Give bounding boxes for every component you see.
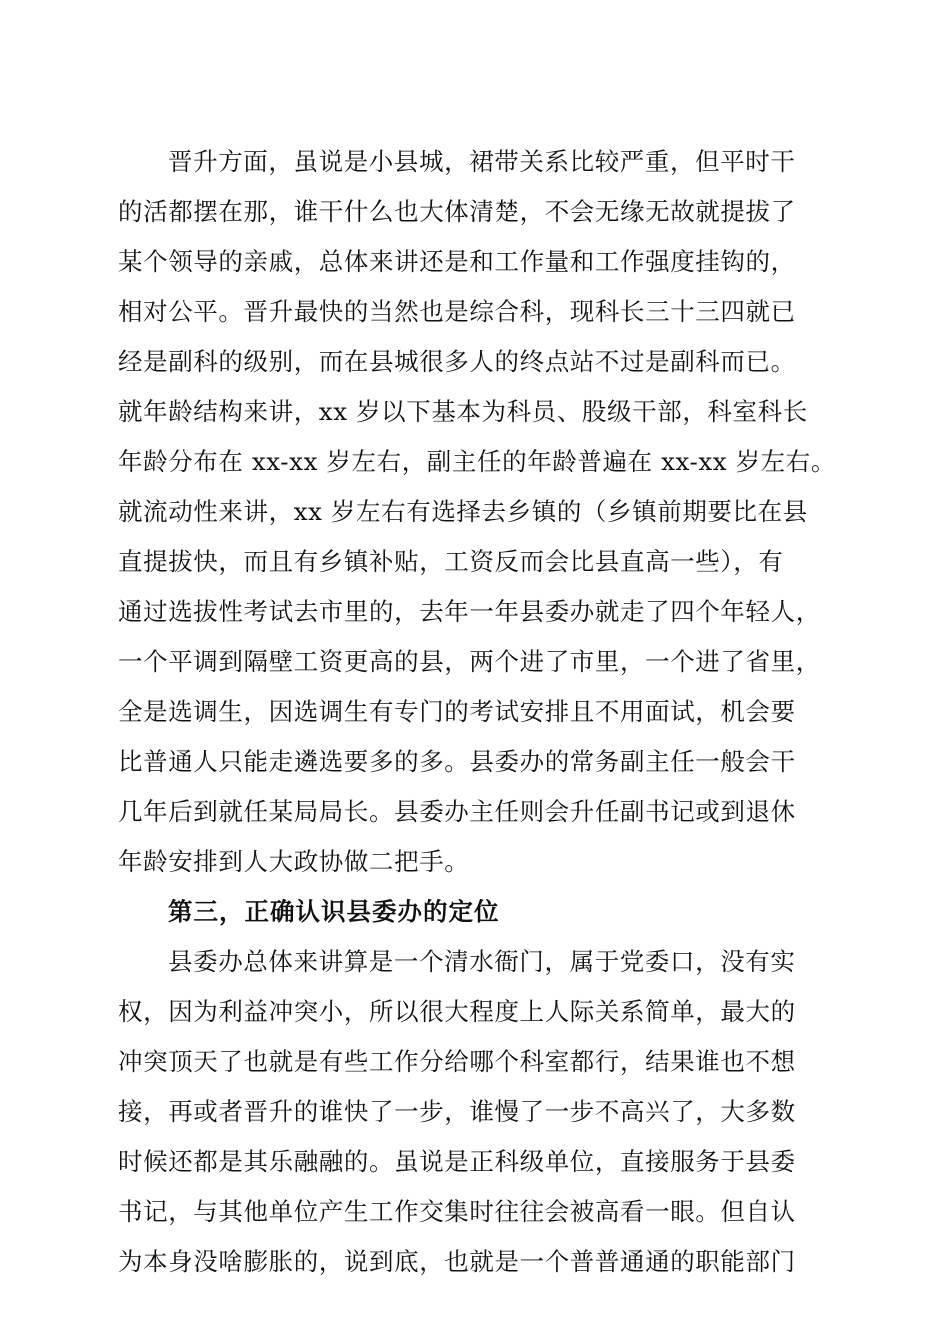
paragraph-1-line-10: 通过选拔性考试去市里的，去年一年县委办就走了四个年轻人， bbox=[118, 597, 821, 626]
paragraph-2-line-3: 冲突顶天了也就是有些工作分给哪个科室都行，结果谁也不想 bbox=[118, 1047, 796, 1076]
paragraph-2-line-7: 为本身没啥膨胀的，说到底，也就是一个普普通通的职能部门 bbox=[118, 1247, 796, 1276]
paragraph-1-line-14: 几年后到就任某局局长。县委办主任则会升任副书记或到退休 bbox=[118, 797, 796, 826]
paragraph-1-line-4: 相对公平。晋升最快的当然也是综合科，现科长三十三四就已 bbox=[118, 297, 796, 326]
paragraph-1-line-8: 就流动性来讲，xx 岁左右有选择去乡镇的（乡镇前期要比在县 bbox=[118, 497, 808, 526]
paragraph-1-line-13: 比普通人只能走遴选要多的多。县委办的常务副主任一般会干 bbox=[118, 747, 796, 776]
paragraph-1-line-15: 年龄安排到人大政协做二把手。 bbox=[118, 847, 470, 876]
paragraph-1-line-2: 的活都摆在那，谁干什么也大体清楚，不会无缘无故就提拔了 bbox=[118, 197, 796, 226]
paragraph-2-line-5: 时候还都是其乐融融的。虽说是正科级单位，直接服务于县委 bbox=[118, 1147, 796, 1176]
paragraph-2-line-6: 书记，与其他单位产生工作交集时往往会被高看一眼。但自认 bbox=[118, 1197, 796, 1226]
paragraph-2-line-2: 权，因为利益冲突小，所以很大程度上人际关系简单，最大的 bbox=[118, 997, 796, 1026]
section-heading: 第三，正确认识县委办的定位 bbox=[168, 897, 500, 926]
paragraph-1-line-6: 就年龄结构来讲，xx 岁以下基本为科员、股级干部，科室科长 bbox=[118, 397, 808, 426]
paragraph-1-line-5: 经是副科的级别，而在县城很多人的终点站不过是副科而已。 bbox=[118, 347, 796, 376]
paragraph-1-line-11: 一个平调到隔壁工资更高的县，两个进了市里，一个进了省里， bbox=[118, 647, 821, 676]
paragraph-1-line-9: 直提拔快，而且有乡镇补贴，工资反而会比县直高一些），有 bbox=[118, 547, 784, 576]
paragraph-1-line-1: 晋升方面，虽说是小县城，裙带关系比较严重，但平时干 bbox=[168, 147, 796, 176]
paragraph-2-line-4: 接，再或者晋升的谁快了一步，谁慢了一步不高兴了，大多数 bbox=[118, 1097, 796, 1126]
paragraph-1-line-12: 全是选调生，因选调生有专门的考试安排且不用面试，机会要 bbox=[118, 697, 796, 726]
paragraph-1-line-3: 某个领导的亲戚，总体来讲还是和工作量和工作强度挂钩的， bbox=[118, 247, 796, 276]
paragraph-1-line-7: 年龄分布在 xx-xx 岁左右，副主任的年龄普遍在 xx-xx 岁左右。 bbox=[118, 447, 836, 476]
paragraph-2-line-1: 县委办总体来讲算是一个清水衙门，属于党委口，没有实 bbox=[168, 947, 796, 976]
